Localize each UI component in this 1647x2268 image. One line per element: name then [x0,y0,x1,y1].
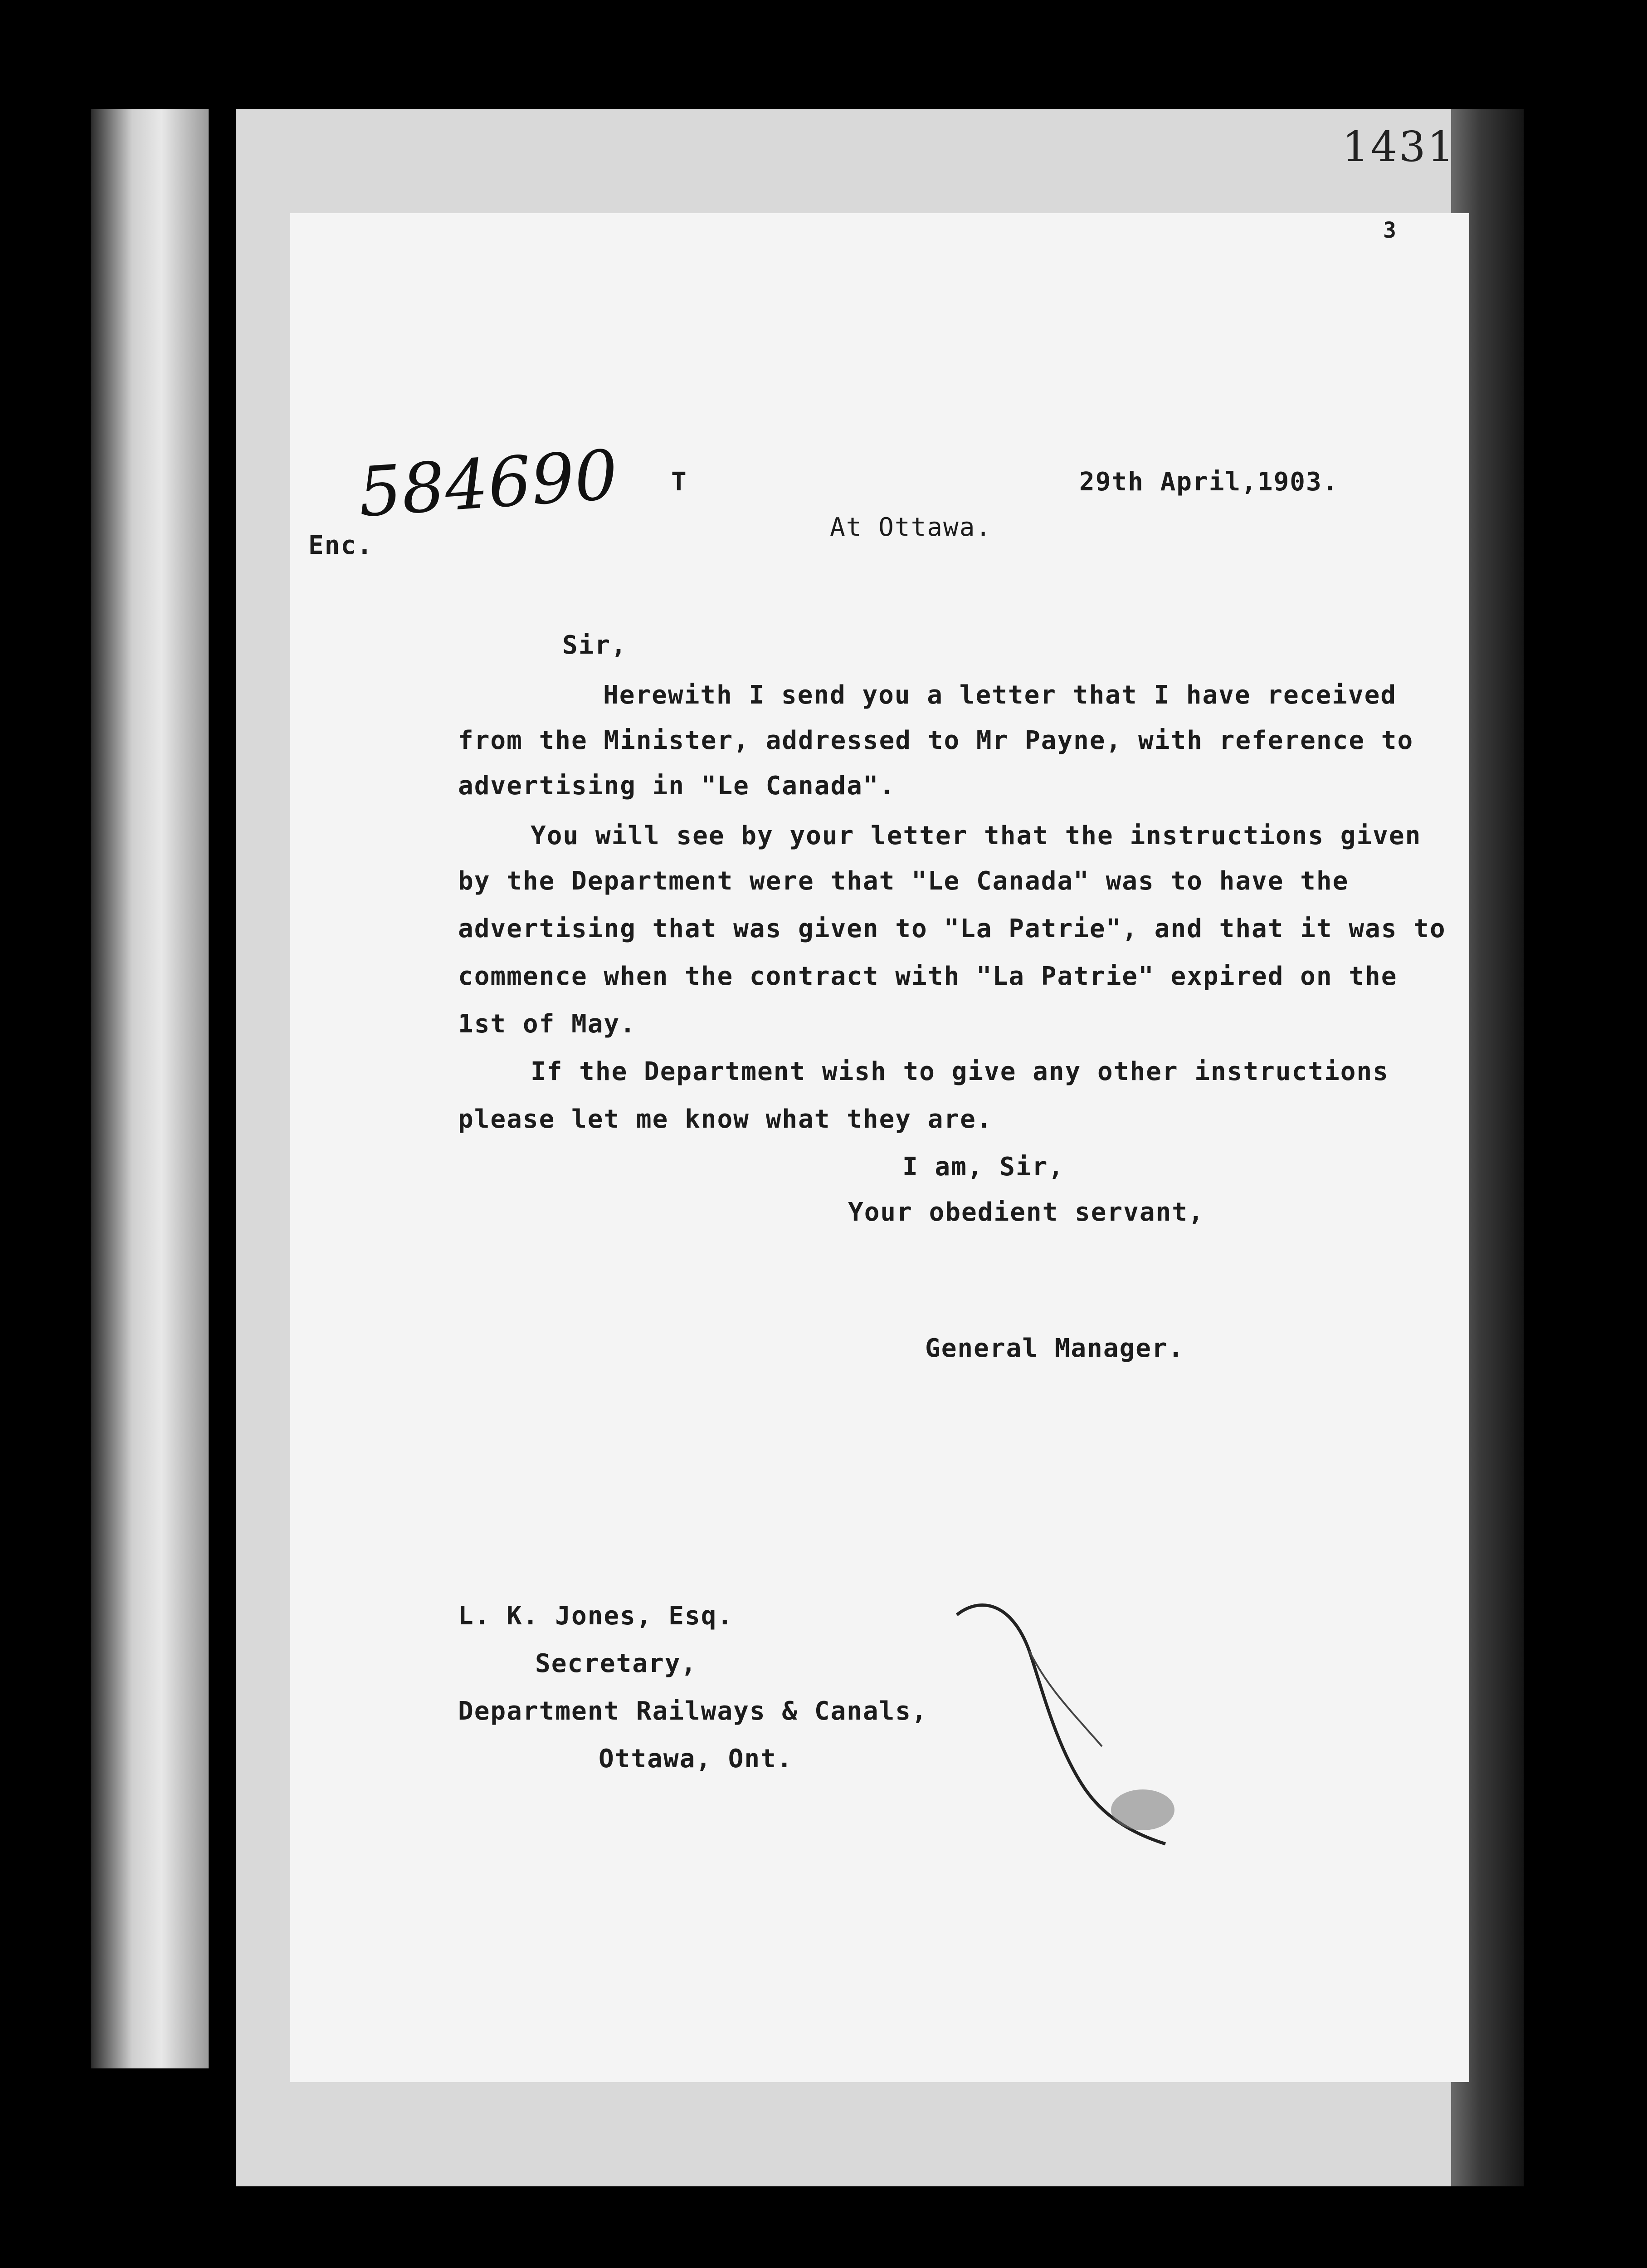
body-line: advertising that was given to "La Patrie", and that it was to [458,914,1446,943]
folio-number: 1431 [1342,122,1456,171]
letter-sheet [290,213,1469,2082]
left-binding-edge [91,109,209,2068]
body-line: from the Minister, addressed to Mr Payne, with reference to [458,726,1414,755]
body-line: You will see by your letter that the instructions given [531,821,1422,850]
salutation: Sir, [562,631,627,660]
letter-marker: T [671,467,687,497]
addressee-line: Department Railways & Canals, [458,1696,928,1726]
corner-mark: 3 [1383,218,1397,243]
addressee-line: Secretary, [535,1649,697,1678]
body-line: by the Department were that "Le Canada" was to have the [458,866,1349,896]
body-line: Herewith I send you a letter that I have received [603,680,1397,710]
closing-line-2: Your obedient servant, [848,1198,1204,1227]
body-line: advertising in "Le Canada". [458,771,896,801]
body-line: commence when the contract with "La Patrie" expired on the [458,962,1398,991]
body-line: If the Department wish to give any other instructions [531,1057,1389,1086]
letter-date: 29th April,1903. [1079,467,1339,497]
addressee-line: L. K. Jones, Esq. [458,1601,734,1631]
handwritten-number: 584690 [356,435,620,533]
addressee-line: Ottawa, Ont. [599,1744,793,1774]
enclosure-note: Enc. [308,531,373,560]
closing-line-1: I am, Sir, [902,1152,1065,1182]
signature-title: General Manager. [925,1334,1184,1363]
body-line: please let me know what they are. [458,1105,993,1134]
body-line: 1st of May. [458,1009,636,1039]
handwritten-signature [952,1597,1188,1851]
letter-location: At Ottawa. [830,513,992,542]
